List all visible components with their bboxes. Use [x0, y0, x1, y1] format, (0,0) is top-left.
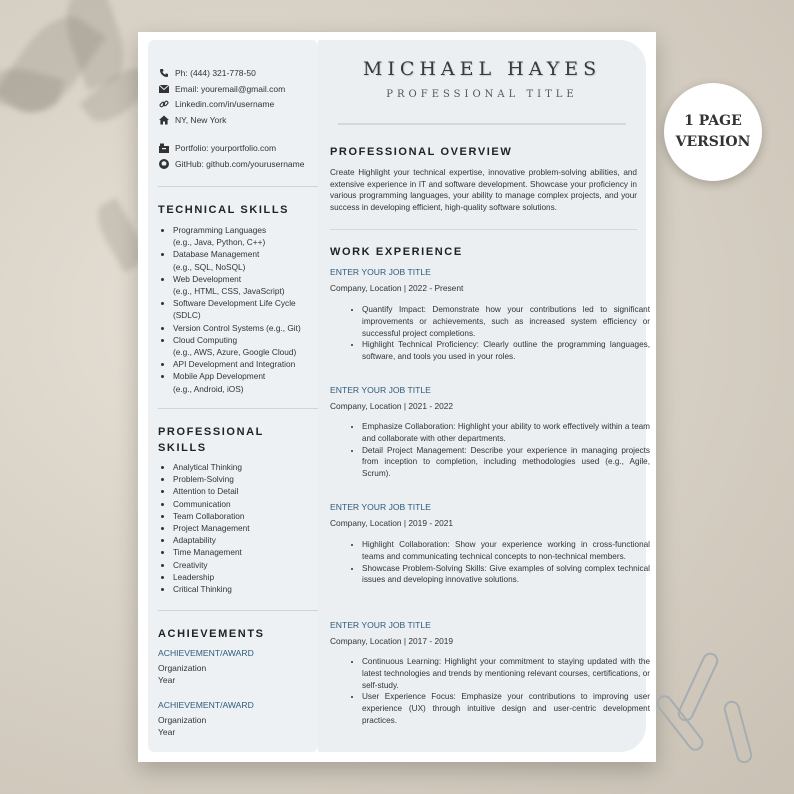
- overview-text: Create Highlight your technical expertise, innovative problem-solving abilities, and extensive experience in IT and software development. Showcase your proficiency in various programming languages, your ability to manage complex projects, and your success in developing efficient, high-quality software solutions.: [330, 168, 637, 213]
- list-item: • Quantify Impact: Demonstrate how your contributions led to significant improvements or achievements, such as increased system efficiency or successful project completions.: [362, 304, 650, 339]
- list-item: • Attention to Detail: [173, 485, 250, 497]
- sidebar-divider: [158, 186, 318, 187]
- contact-github: [158, 158, 304, 170]
- badge-line1: 1 PAGE: [684, 113, 742, 129]
- contact-phone: [158, 67, 256, 79]
- list-item: • Version Control Systems (e.g., Git): [173, 322, 301, 334]
- job-meta: Company, Location | 2021 - 2022: [330, 401, 454, 411]
- list-item: (e.g., HTML, CSS, JavaScript): [173, 286, 285, 297]
- badge-line2: VERSION: [675, 134, 751, 150]
- professional-skills-list: [162, 461, 250, 595]
- work-experience-heading: WORK EXPERIENCE: [330, 246, 463, 258]
- job-title: ENTER YOUR JOB TITLE: [330, 620, 431, 630]
- achievement-org: Organization: [158, 715, 207, 725]
- contact-email: [158, 83, 285, 95]
- achievements-heading: ACHIEVEMENTS: [158, 628, 265, 640]
- contact-portfolio-text: Portfolio: yourportfolio.com: [175, 143, 277, 153]
- list-item: (e.g., Android, iOS): [173, 383, 244, 394]
- list-item: • API Development and Integration: [173, 358, 301, 370]
- list-item: • Mobile App Development: [173, 370, 301, 382]
- list-item: • Highlight Technical Proficiency: Clearly outline the programming languages, software, and tools you used in your roles.: [362, 339, 650, 363]
- overview-heading: PROFESSIONAL OVERVIEW: [330, 146, 513, 158]
- github-icon: [158, 158, 170, 170]
- list-item: • Adaptability: [173, 534, 250, 546]
- paperclip-icon: [722, 699, 754, 765]
- job-meta: Company, Location | 2019 - 2021: [330, 518, 454, 528]
- list-item: (e.g., Java, Python, C++): [173, 237, 266, 248]
- list-item: • Software Development Life Cycle: [173, 297, 301, 309]
- technical-skills-list: [162, 224, 301, 395]
- list-item: • Highlight Collaboration: Show your experience working in cross-functional teams and communicating technical concepts to non-technical members.: [362, 539, 650, 563]
- sidebar-divider: [158, 408, 318, 409]
- list-item: • Emphasize Collaboration: Highlight your ability to work effectively within a team and collaborate with other departments.: [362, 421, 650, 445]
- technical-skills-heading: TECHNICAL SKILLS: [158, 204, 290, 216]
- contact-location-text: NY, New York: [175, 115, 227, 125]
- resume-name: MICHAEL HAYES: [362, 58, 602, 80]
- phone-icon: [158, 67, 170, 79]
- list-item: • Critical Thinking: [173, 583, 250, 595]
- list-item: • Analytical Thinking: [173, 461, 250, 473]
- one-page-version-badge: [664, 83, 762, 181]
- job-title: ENTER YOUR JOB TITLE: [330, 502, 431, 512]
- sidebar-divider: [158, 610, 318, 611]
- professional-skills-heading: [158, 424, 264, 456]
- list-item: • Leadership: [173, 571, 250, 583]
- professional-skills-heading-line1: PROFESSIONAL: [158, 426, 264, 438]
- portfolio-icon: [158, 142, 170, 154]
- achievement-org: Organization: [158, 663, 207, 673]
- achievement-title: ACHIEVEMENT/AWARD: [158, 700, 254, 710]
- job-meta: Company, Location | 2022 - Present: [330, 283, 464, 293]
- contact-location: [158, 114, 226, 126]
- list-item: • Database Management: [173, 248, 301, 260]
- achievement-year: Year: [158, 727, 176, 737]
- list-item: (e.g., AWS, Azure, Google Cloud): [173, 347, 297, 358]
- home-icon: [158, 114, 170, 126]
- list-item: • Project Management: [173, 522, 250, 534]
- list-item: (SDLC): [173, 310, 201, 321]
- contact-linkedin: [158, 98, 274, 110]
- list-item: (e.g., SQL, NoSQL): [173, 261, 246, 272]
- job-title: ENTER YOUR JOB TITLE: [330, 385, 431, 395]
- contact-portfolio: [158, 142, 276, 154]
- list-item: • Showcase Problem-Solving Skills: Give examples of solving complex technical issues and developing innovative solutions.: [362, 563, 650, 587]
- contact-email-text: Email: youremail@gmail.com: [175, 84, 286, 94]
- job-title: ENTER YOUR JOB TITLE: [330, 267, 431, 277]
- contact-github-text: GitHub: github.com/yourusername: [175, 159, 305, 169]
- list-item: • Cloud Computing: [173, 334, 301, 346]
- list-item: • Team Collaboration: [173, 510, 250, 522]
- list-item: • Detail Project Management: Describe your experience in managing projects from inception to completion, including methodologies used (e.g., Agile, Scrum).: [362, 445, 650, 480]
- contact-phone-text: Ph: (444) 321-778-50: [175, 68, 256, 78]
- professional-title: PROFESSIONAL TITLE: [386, 89, 578, 100]
- job-bullets: [349, 304, 650, 363]
- list-item: • Programming Languages: [173, 224, 301, 236]
- email-icon: [158, 83, 170, 95]
- list-item: • Problem-Solving: [173, 473, 250, 485]
- job-bullets: [349, 421, 650, 480]
- list-item: • Web Development: [173, 273, 301, 285]
- achievement-title: ACHIEVEMENT/AWARD: [158, 648, 254, 658]
- contact-linkedin-text: Linkedin.com/in/username: [175, 99, 275, 109]
- professional-skills-heading-line2: SKILLS: [158, 442, 207, 454]
- list-item: • Time Management: [173, 546, 250, 558]
- list-item: • User Experience Focus: Emphasize your contributions to improving user experience (UX) through intuitive design and user-centric development practices.: [362, 691, 650, 726]
- list-item: • Continuous Learning: Highlight your commitment to staying updated with the latest technologies and trends by mentioning relevant courses, certifications, or self-study.: [362, 656, 650, 691]
- link-icon: [158, 98, 170, 110]
- achievement-year: Year: [158, 675, 176, 685]
- list-item: • Creativity: [173, 559, 250, 571]
- header-divider: [338, 123, 626, 125]
- job-meta: Company, Location | 2017 - 2019: [330, 636, 454, 646]
- section-divider: [330, 229, 637, 230]
- job-bullets: [349, 656, 650, 727]
- list-item: • Communication: [173, 498, 250, 510]
- job-bullets: [349, 539, 650, 586]
